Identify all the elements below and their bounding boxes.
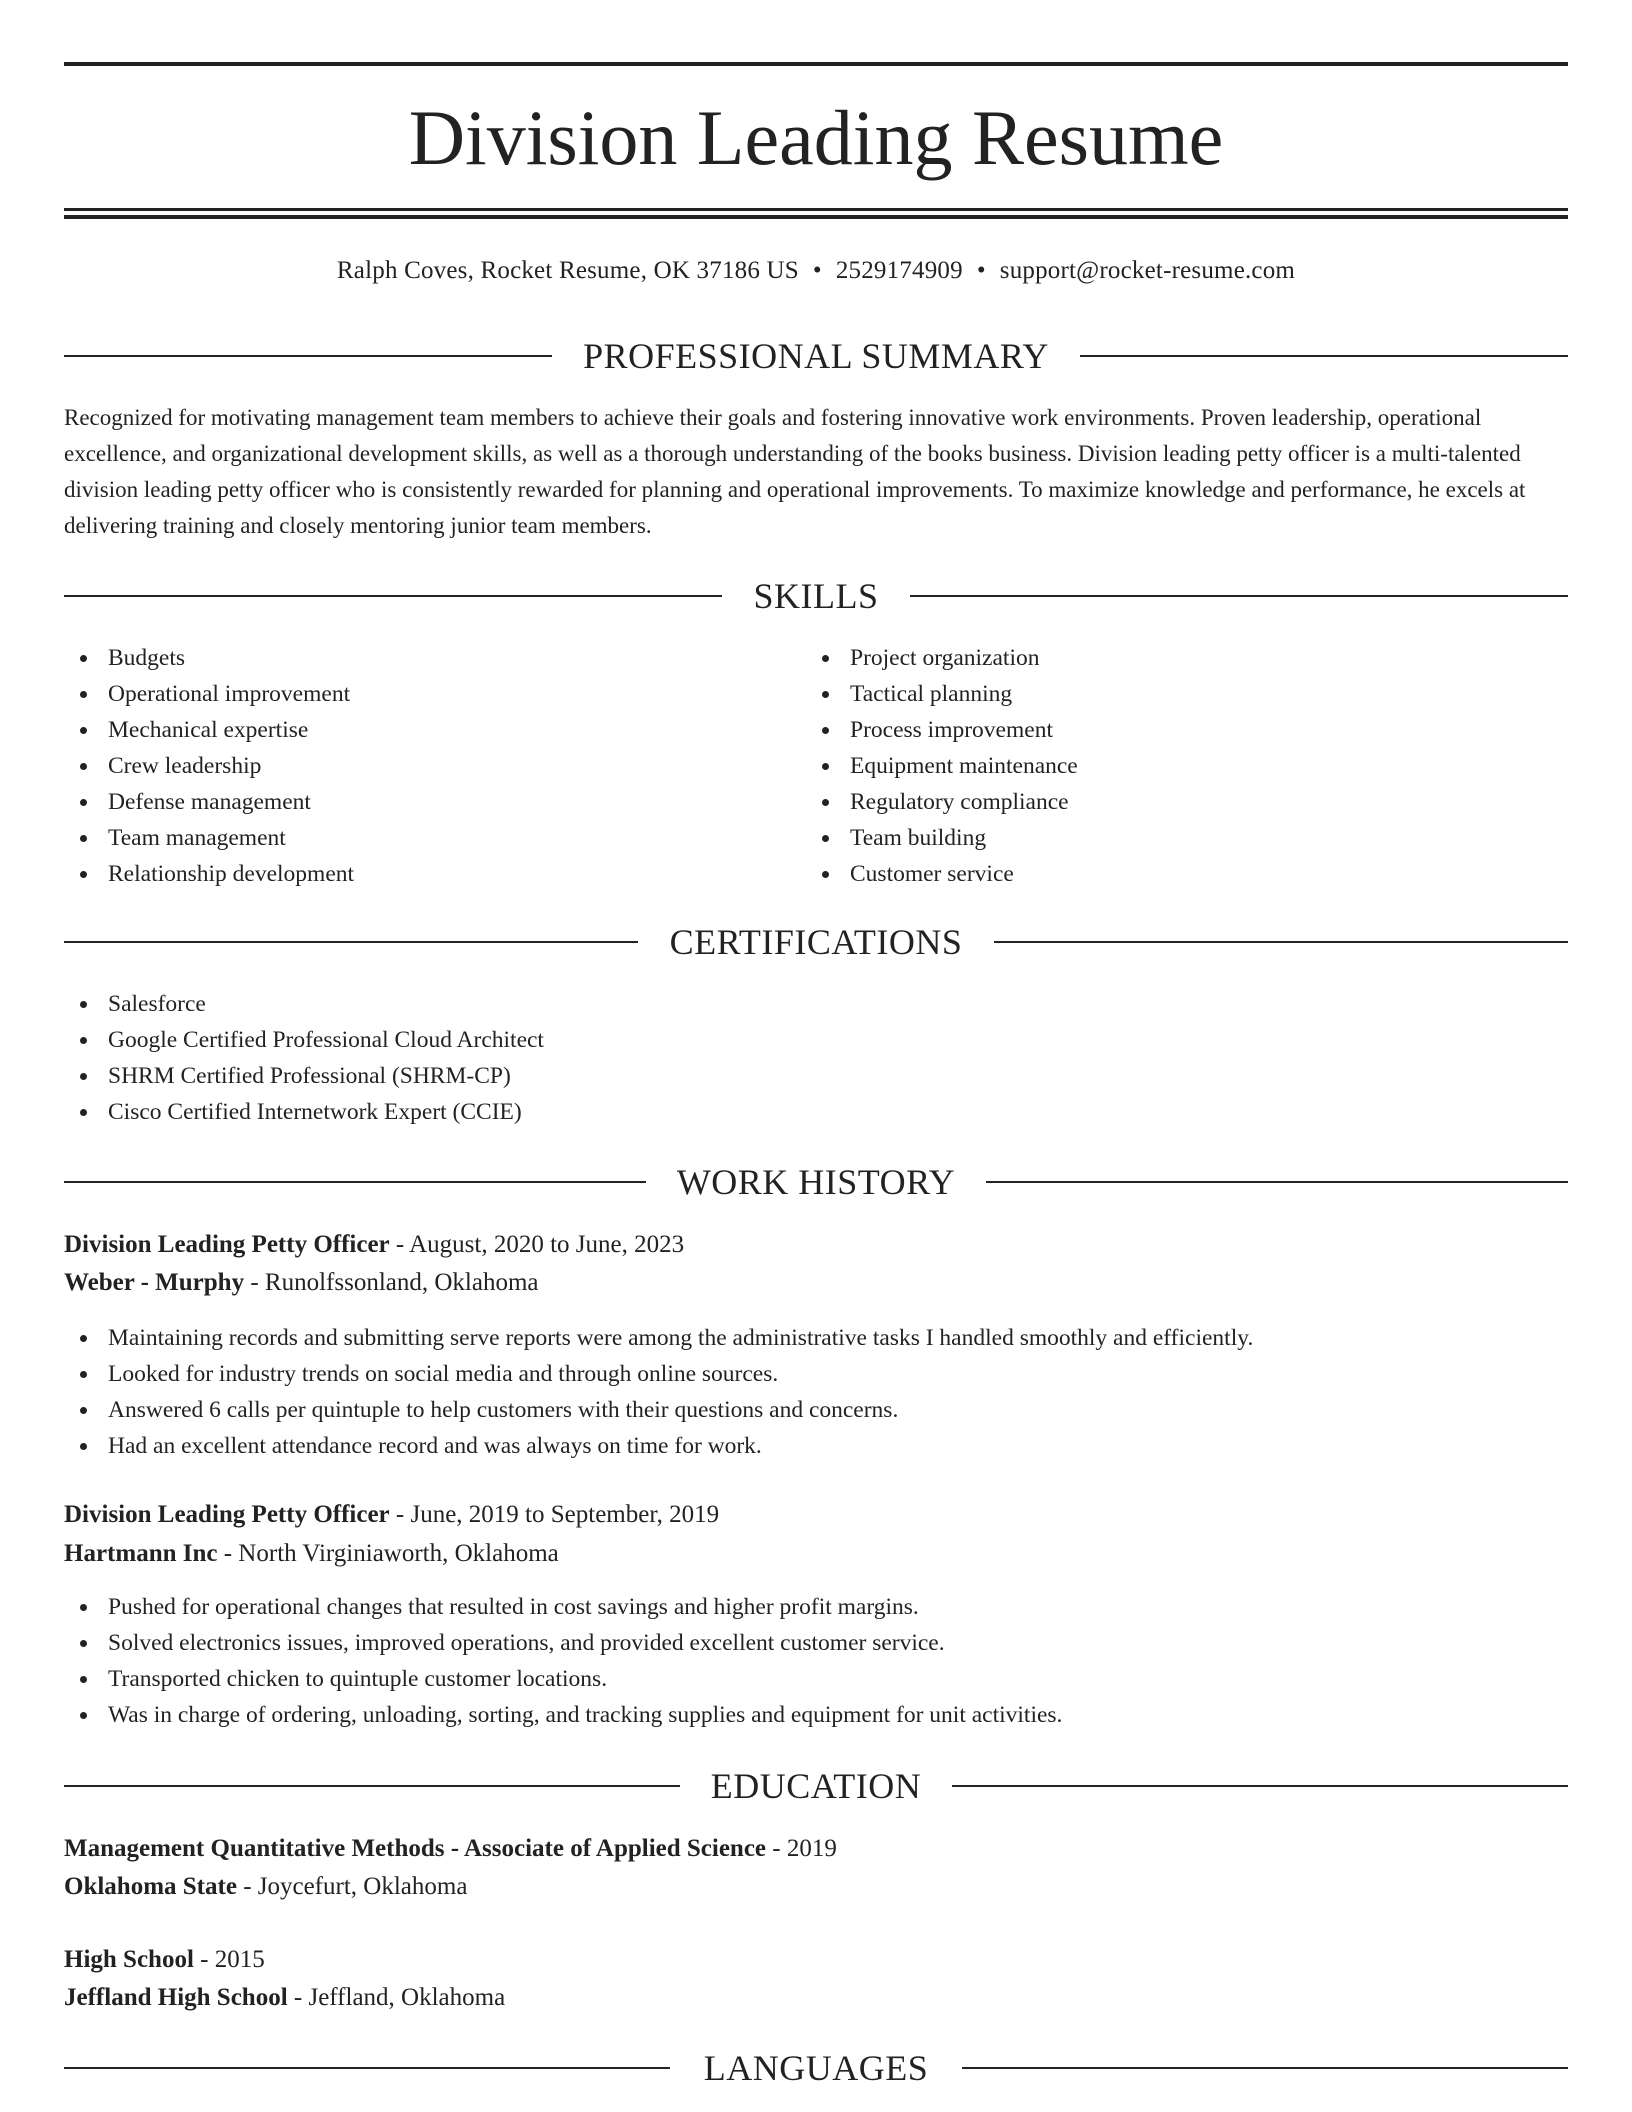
education-degree: High School	[64, 1946, 194, 1973]
list-item: Budgets	[64, 640, 804, 676]
section-heading-skills	[64, 574, 1568, 618]
list-item: Crew leadership	[64, 748, 804, 784]
list-item: Customer service	[806, 856, 1546, 892]
list-item: Mechanical expertise	[64, 712, 804, 748]
job-duties-list	[64, 1320, 1568, 1464]
certifications-list	[64, 986, 1568, 1130]
education-degree-line	[64, 1830, 1568, 1868]
list-item: Team management	[64, 820, 804, 856]
job-title: Division Leading Petty Officer	[64, 1501, 390, 1528]
list-item: Team building	[806, 820, 1546, 856]
list-item: Operational improvement	[64, 676, 804, 712]
job-title: Division Leading Petty Officer	[64, 1231, 390, 1258]
job-company: Weber - Murphy	[64, 1269, 245, 1296]
job-duties-list	[64, 1589, 1568, 1733]
section-heading-summary	[64, 334, 1568, 378]
contact-email: support@rocket-resume.com	[999, 257, 1296, 284]
list-item: Transported chicken to quintuple customer locations.	[64, 1661, 1568, 1697]
job-dates: - August, 2020 to June, 2023	[389, 1231, 685, 1258]
section-title: CERTIFICATIONS	[669, 922, 963, 962]
list-item: Maintaining records and submitting serve reports were among the administrative tasks I handled smoothly and efficiently.	[64, 1320, 1568, 1356]
page-title: Division Leading Resume	[408, 94, 1224, 181]
list-item: SHRM Certified Professional (SHRM-CP)	[64, 1058, 1568, 1094]
job-location: - North Virginiaworth, Oklahoma	[217, 1540, 559, 1567]
education-year: - 2015	[193, 1946, 265, 1973]
list-item: Project organization	[806, 640, 1546, 676]
education-school-line	[64, 1979, 1568, 2017]
education-location: - Jeffland, Oklahoma	[287, 1984, 506, 2011]
education-school: Jeffland High School	[64, 1984, 288, 2011]
contact-line	[64, 252, 1568, 290]
list-item: Answered 6 calls per quintuple to help customers with their questions and concerns.	[64, 1392, 1568, 1428]
section-title: SKILLS	[753, 576, 879, 616]
section-title: EDUCATION	[710, 1766, 922, 1806]
summary-text: Recognized for motivating management team members to achieve their goals and fostering innovative work environments. Proven leadership, operational excellence, and organizational development skills, as well as a thorough understanding of the books business. Division leading petty officer is a multi-talented division leading petty officer who is consistently rewarded for planning and operational improvements. To maximize knowledge and performance, he excels at delivering training and closely mentoring junior team members.	[64, 405, 1526, 538]
job-company-line	[64, 1535, 1568, 1573]
job-company: Hartmann Inc	[64, 1540, 218, 1567]
list-item: Salesforce	[64, 986, 1568, 1022]
list-item: Tactical planning	[806, 676, 1546, 712]
job-company-line	[64, 1264, 1568, 1302]
section-heading-languages	[64, 2046, 1568, 2090]
list-item: Google Certified Professional Cloud Architect	[64, 1022, 1568, 1058]
contact-separator: •	[812, 257, 822, 284]
education-year: - 2019	[766, 1835, 837, 1862]
section-title: LANGUAGES	[703, 2048, 929, 2088]
top-rule	[64, 62, 1568, 66]
contact-separator: •	[976, 257, 986, 284]
job-location: - Runolfssonland, Oklahoma	[244, 1269, 539, 1296]
list-item: Process improvement	[806, 712, 1546, 748]
list-item: Relationship development	[64, 856, 804, 892]
title-rule-thin	[64, 208, 1568, 211]
list-item: Was in charge of ordering, unloading, sorting, and tracking supplies and equipment for unit activities.	[64, 1697, 1568, 1733]
skills-list-right	[806, 640, 1546, 892]
section-title: PROFESSIONAL SUMMARY	[583, 336, 1049, 376]
education-degree-line	[64, 1941, 1568, 1979]
education-location: - Joycefurt, Oklahoma	[236, 1873, 468, 1900]
contact-address: Ralph Coves, Rocket Resume, OK 37186 US	[336, 257, 799, 284]
list-item: Had an excellent attendance record and was always on time for work.	[64, 1428, 1568, 1464]
skills-list-left	[64, 640, 804, 892]
list-item: Solved electronics issues, improved operations, and provided excellent customer service.	[64, 1625, 1568, 1661]
list-item: Regulatory compliance	[806, 784, 1546, 820]
section-heading-education	[64, 1764, 1568, 1808]
list-item: Pushed for operational changes that resulted in cost savings and higher profit margins.	[64, 1589, 1568, 1625]
education-school: Oklahoma State	[64, 1873, 237, 1900]
education-school-line	[64, 1868, 1568, 1906]
list-item: Looked for industry trends on social media and through online sources.	[64, 1356, 1568, 1392]
list-item: Cisco Certified Internetwork Expert (CCIE)	[64, 1094, 1568, 1130]
list-item: Equipment maintenance	[806, 748, 1546, 784]
contact-phone: 2529174909	[835, 257, 963, 284]
section-heading-work	[64, 1160, 1568, 1204]
job-title-line	[64, 1496, 1568, 1534]
section-title: WORK HISTORY	[676, 1162, 956, 1202]
section-heading-certifications	[64, 920, 1568, 964]
title-rule-thick	[64, 215, 1568, 219]
job-title-line	[64, 1226, 1568, 1264]
list-item: Defense management	[64, 784, 804, 820]
job-dates: - June, 2019 to September, 2019	[389, 1501, 720, 1528]
education-degree: Management Quantitative Methods - Associate of Applied Science	[64, 1835, 767, 1862]
